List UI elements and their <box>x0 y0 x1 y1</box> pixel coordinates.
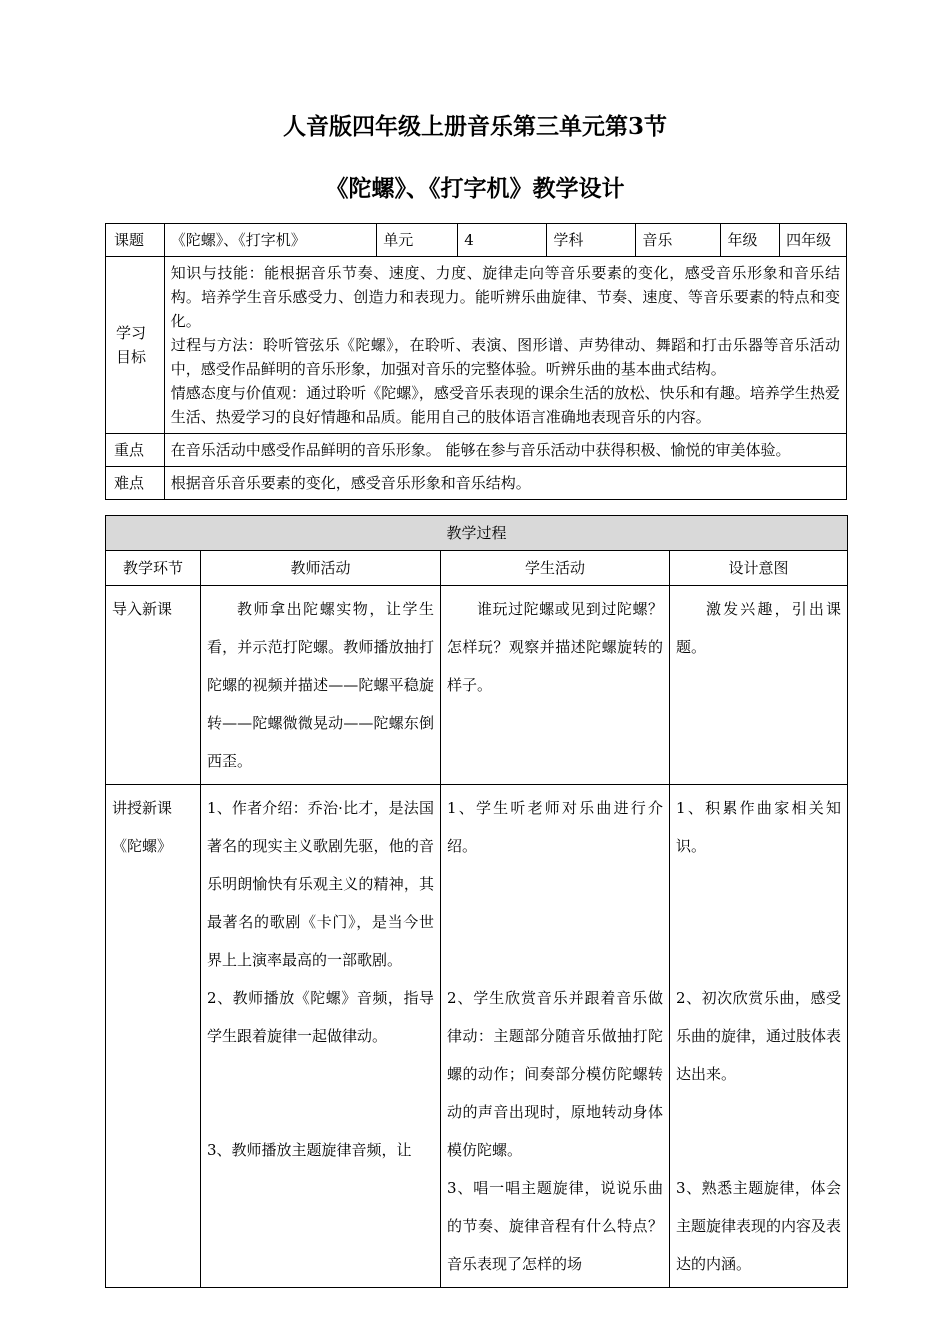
lesson-intent <box>670 785 848 1288</box>
lesson-teacher-step1: 1、作者介绍：乔治·比才，是法国著名的现实主义歌剧先驱，他的音乐明朗愉快有乐观主义的精神，其最著名的歌剧《卡门》，是当今世界上上演率最高的一部歌剧。 <box>207 799 434 969</box>
objective-attitude: 情感态度与价值观：通过聆听《陀螺》，感受音乐表现的课余生活的放松、快乐和有趣。培养学生热爱生活、热爱学习的良好情趣和品质。能用自己的肢体语言准确地表现音乐的内容。 <box>170 384 840 426</box>
lesson-stage <box>106 785 201 1288</box>
objective-process: 过程与方法：聆听管弦乐《陀螺》，在聆听、表演、图形谱、声势律动、舞蹈和打击乐器等音乐活动中，感受作品鲜明的音乐形象，加强对音乐的完整体验。听辨乐曲的基本曲式结构。 <box>170 336 840 378</box>
lesson-teacher <box>201 785 441 1288</box>
process-column-headers <box>106 551 848 586</box>
intro-intent: 激发兴趣，引出课题。 <box>670 586 848 785</box>
lesson-intent-step1: 1、积累作曲家相关知识。 <box>676 799 842 855</box>
difficulty-label: 难点 <box>106 467 165 500</box>
intro-stage: 导入新课 <box>106 586 201 785</box>
objectives-row <box>106 257 847 434</box>
process-row-lesson <box>106 785 848 1288</box>
topic-value: 《陀螺》、《打字机》 <box>164 224 377 257</box>
key-points-row <box>106 434 847 467</box>
key-points-label: 重点 <box>106 434 165 467</box>
lesson-stage-b: 《陀螺》 <box>112 837 173 855</box>
unit-label: 单元 <box>377 224 458 257</box>
subject-value: 音乐 <box>636 224 721 257</box>
grade-label: 年级 <box>721 224 780 257</box>
lesson-student <box>441 785 670 1288</box>
topic-label: 课题 <box>106 224 165 257</box>
lesson-student-step3: 3、唱一唱主题旋律，说说乐曲的节奏、旋律音程有什么特点？音乐表现了怎样的场 <box>447 1179 663 1273</box>
objectives-text <box>164 257 846 434</box>
key-points-text: 在音乐活动中感受作品鲜明的音乐形象。 能够在参与音乐活动中获得积极、愉悦的审美体验。 <box>164 434 846 467</box>
difficulty-text: 根据音乐音乐要素的变化，感受音乐形象和音乐结构。 <box>164 467 846 500</box>
col-stage-header: 教学环节 <box>106 551 201 586</box>
lesson-teacher-step3: 3、教师播放主题旋律音频，让 <box>207 1141 412 1159</box>
grade-value: 四年级 <box>780 224 847 257</box>
intro-teacher: 教师拿出陀螺实物，让学生看，并示范打陀螺。教师播放抽打陀螺的视频并描述——陀螺平稳旋转——陀螺微微晃动——陀螺东倒西歪。 <box>201 586 441 785</box>
objectives-label <box>106 257 165 434</box>
lesson-student-step2: 2、学生欣赏音乐并跟着音乐做律动：主题部分随音乐做抽打陀螺的动作；间奏部分模仿陀螺转动的声音出现时，原地转动身体模仿陀螺。 <box>447 989 663 1159</box>
lesson-teacher-step2: 2、教师播放《陀螺》音频，指导学生跟着旋律一起做律动。 <box>207 989 434 1045</box>
process-table <box>105 515 848 1288</box>
process-header: 教学过程 <box>106 516 848 551</box>
objective-knowledge: 知识与技能：能根据音乐节奏、速度、力度、旋律走向等音乐要素的变化，感受音乐形象和音乐结构。培养学生音乐感受力、创造力和表现力。能听辨乐曲旋律、节奏、速度、等音乐要素的特点和变化。 <box>170 264 840 330</box>
difficulty-row <box>106 467 847 500</box>
col-intent-header: 设计意图 <box>670 551 848 586</box>
intro-student: 谁玩过陀螺或见到过陀螺？怎样玩？观察并描述陀螺旋转的样子。 <box>441 586 670 785</box>
lesson-intent-step3: 3、熟悉主题旋律，体会主题旋律表现的内容及表达的内涵。 <box>676 1179 842 1273</box>
lesson-stage-a: 讲授新课 <box>112 799 173 817</box>
info-row <box>106 224 847 257</box>
document-title-line2: 《陀螺》、《打字机》教学设计 <box>325 175 625 202</box>
col-student-header: 学生活动 <box>441 551 670 586</box>
objectives-label-a: 学习 <box>116 324 147 342</box>
process-row-intro <box>106 586 848 785</box>
subject-label: 学科 <box>547 224 636 257</box>
lesson-intent-step2: 2、初次欣赏乐曲，感受乐曲的旋律，通过肢体表达出来。 <box>676 989 842 1083</box>
info-table <box>105 223 847 500</box>
col-teacher-header: 教师活动 <box>201 551 441 586</box>
unit-value: 4 <box>458 224 547 257</box>
lesson-student-step1: 1、学生听老师对乐曲进行介绍。 <box>447 799 663 855</box>
objectives-label-b: 目标 <box>116 348 147 366</box>
document-title-line1: 人音版四年级上册音乐第三单元第3节 <box>282 113 667 140</box>
